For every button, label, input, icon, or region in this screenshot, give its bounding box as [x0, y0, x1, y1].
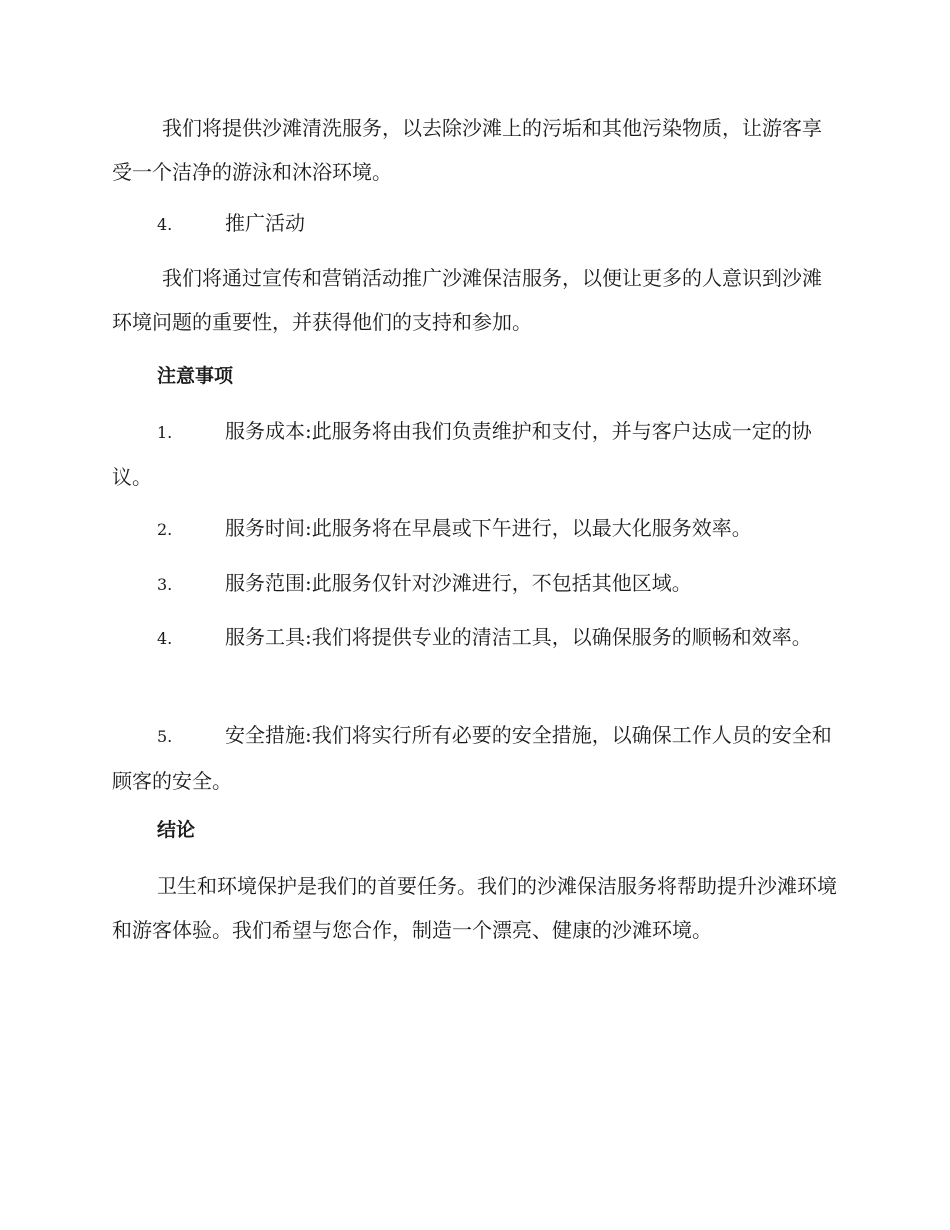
section-number: 4. [157, 215, 173, 234]
list-item-number: 2. [157, 520, 173, 539]
list-item-number: 5. [157, 727, 173, 746]
list-item [112, 615, 838, 661]
section-title: 推广活动 [225, 211, 305, 235]
list-item [112, 409, 838, 499]
conclusion-paragraph: 卫生和环境保护是我们的首要任务。我们的沙滩保洁服务将帮助提升沙滩环境和游客体验。我们希望与您合作，制造一个漂亮、健康的沙滩环境。 [112, 874, 837, 942]
list-item [112, 713, 838, 803]
list-item-text: 服务范围:此服务仅针对沙滩进行，不包括其他区域。 [225, 571, 692, 595]
list-item [112, 561, 838, 607]
list-item-text: 服务工具:我们将提供专业的清洁工具，以确保服务的顺畅和效率。 [225, 625, 812, 649]
promotion-paragraph: 我们将通过宣传和营销活动推广沙滩保洁服务，以便让更多的人意识到沙滩环境问题的重要性，并获得他们的支持和参加。 [112, 266, 822, 334]
list-item-text: 服务成本:此服务将由我们负责维护和支付，并与客户达成一定的协议。 [112, 419, 812, 489]
list-item-text: 服务时间:此服务将在早晨或下午进行，以最大化服务效率。 [225, 516, 752, 540]
promotion-section-title [112, 201, 838, 247]
list-item-number: 1. [157, 423, 173, 442]
list-item-text: 安全措施:我们将实行所有必要的安全措施，以确保工作人员的安全和顾客的安全。 [112, 723, 832, 793]
list-item [112, 506, 838, 552]
list-item-number: 4. [157, 629, 173, 648]
notes-heading: 注意事项 [157, 365, 234, 387]
list-item-number: 3. [157, 575, 173, 594]
conclusion-heading: 结论 [157, 819, 196, 841]
cleaning-service-paragraph: 我们将提供沙滩清洗服务，以去除沙滩上的污垢和其他污染物质，让游客享受一个洁净的游泳和沐浴环境。 [112, 116, 822, 184]
